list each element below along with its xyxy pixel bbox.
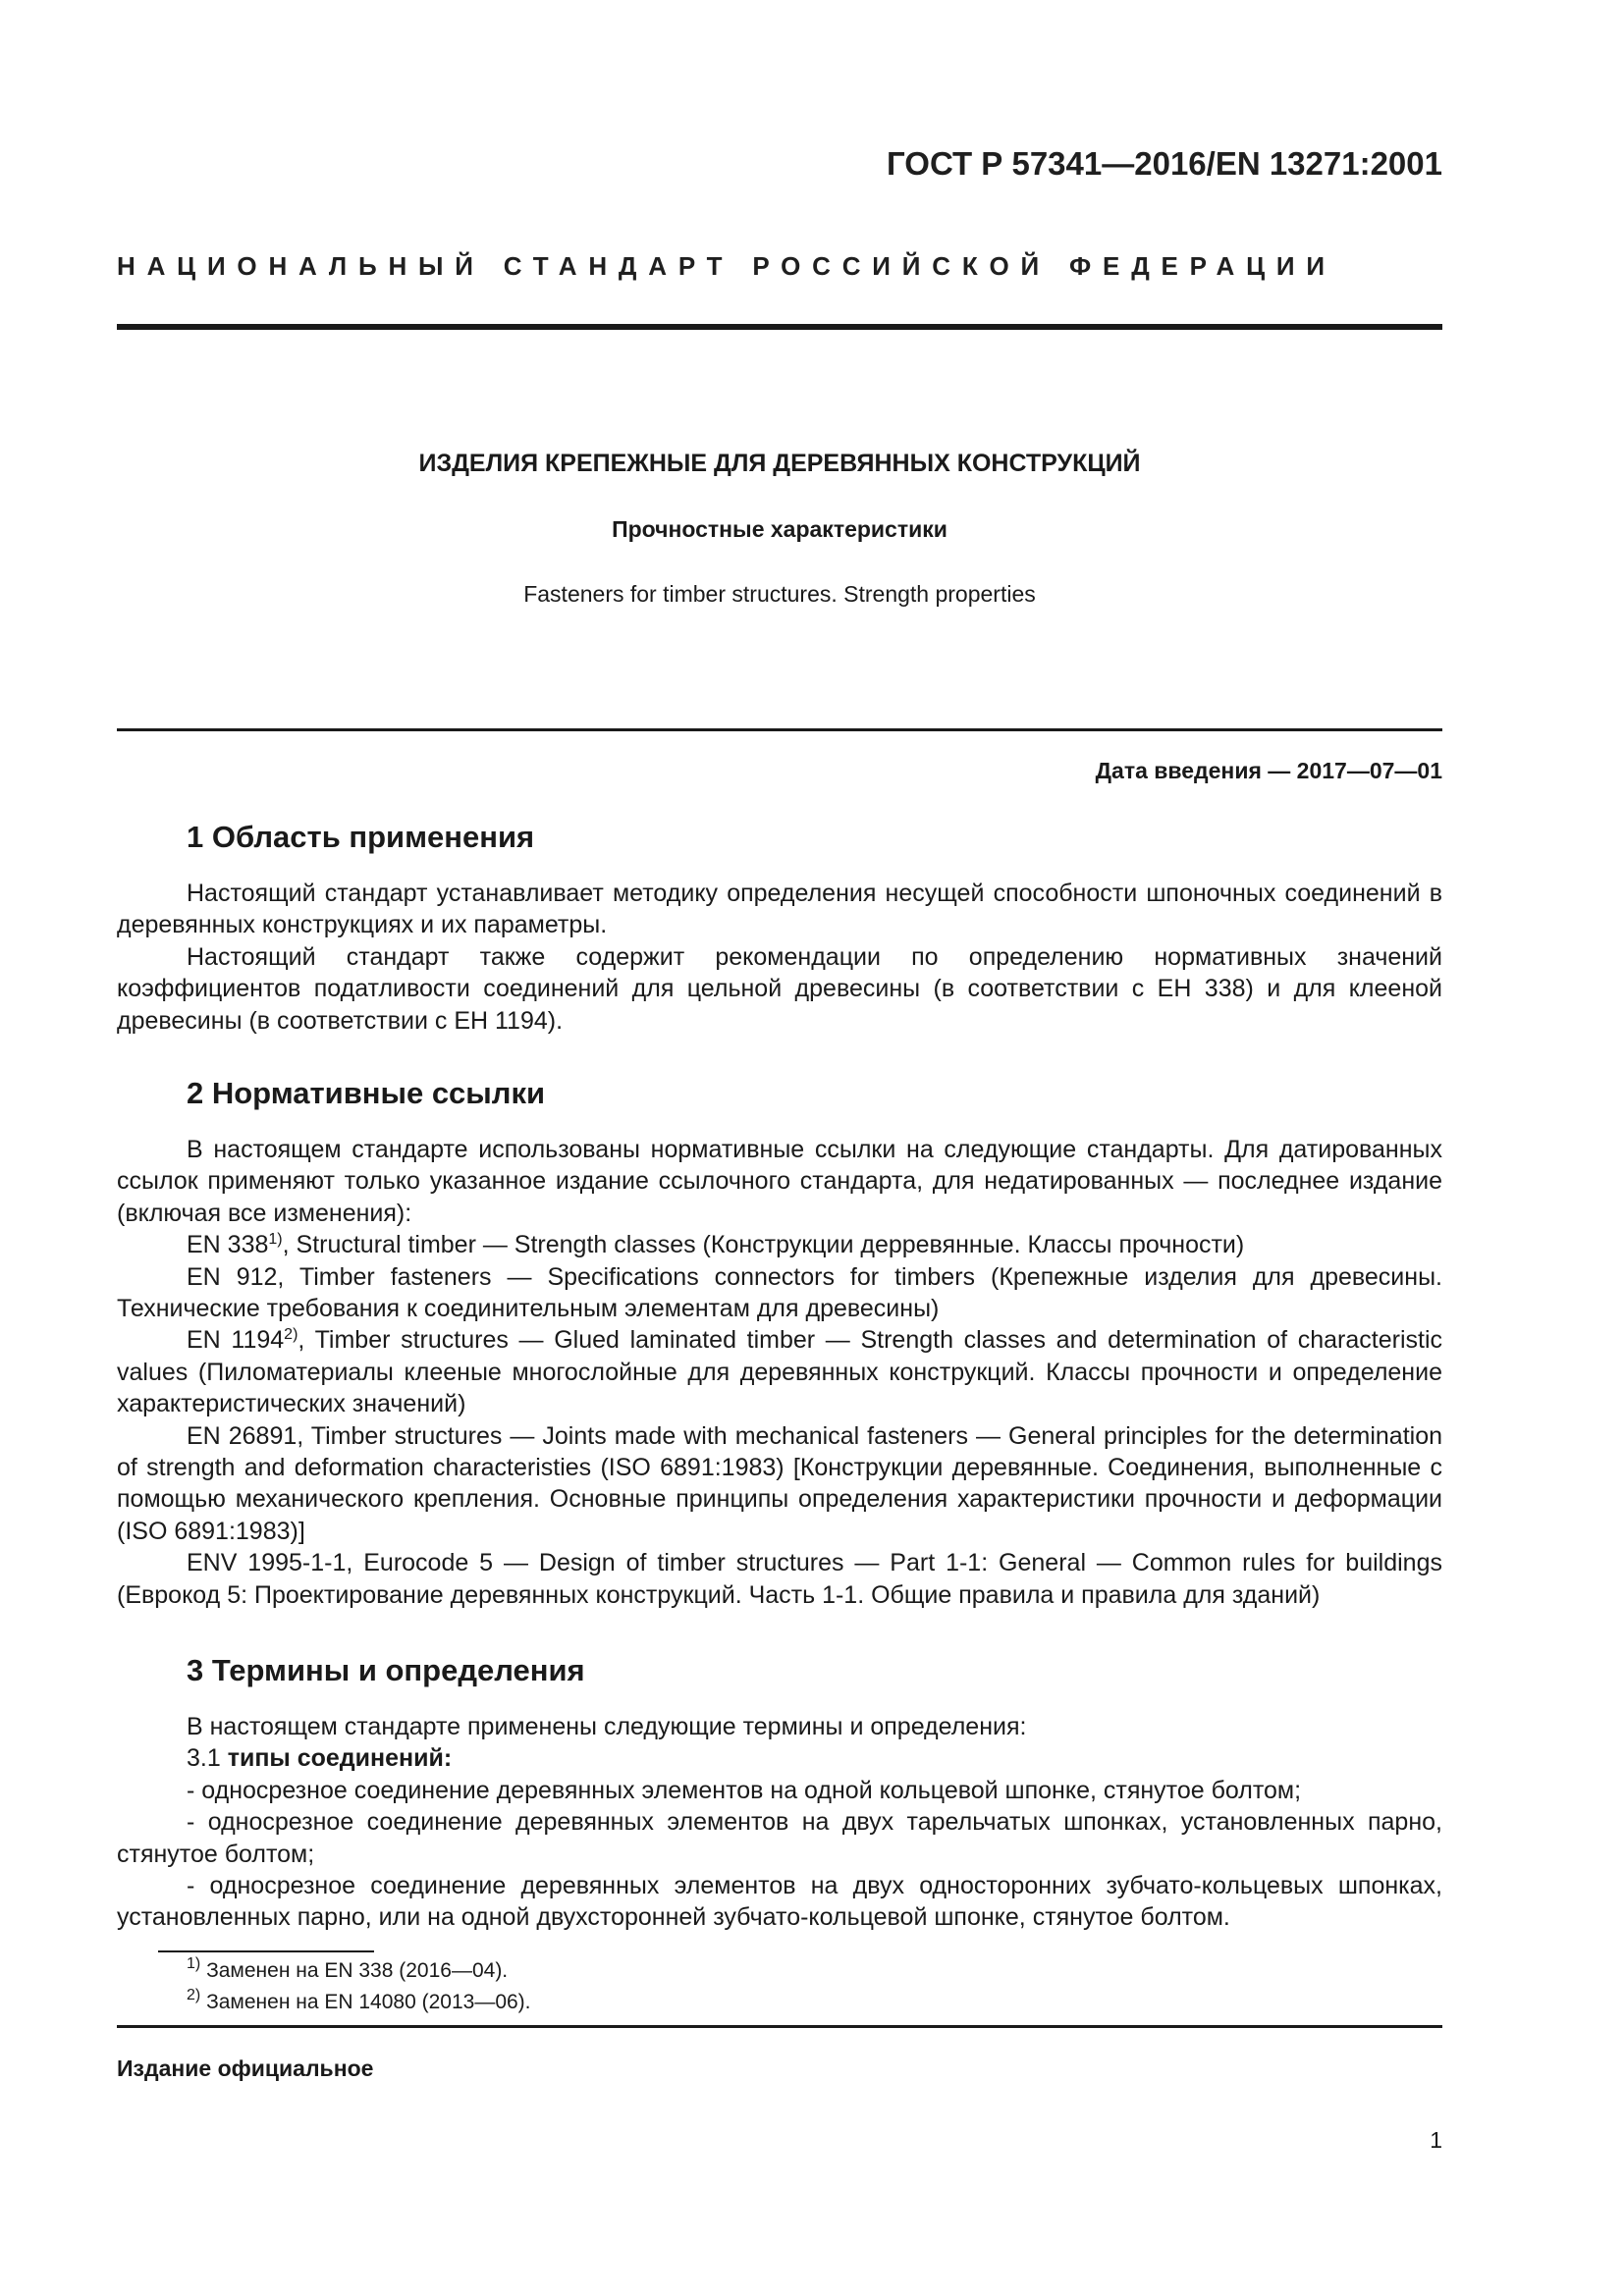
reference-item: EN 338$^{1)}$, Structural timber — Strength classes (Конструкции дерревянные. Классы прочности) [187, 1231, 1245, 1259]
document-title: ИЗДЕЛИЯ КРЕПЕЖНЫЕ ДЛЯ ДЕРЕВЯННЫХ КОНСТРУКЦИЙ [418, 450, 1141, 477]
title-rule [117, 728, 1442, 731]
section-1-body [117, 878, 1442, 1037]
document-subtitle: Прочностные характеристики [612, 516, 947, 542]
paragraph: Настоящий стандарт устанавливает методику определения несущей способности шпоночных соединений в деревянных конструкциях и их параметры. [117, 880, 1442, 939]
reference-item: EN 26891, Timber structures — Joints made with mechanical fasteners — General principles for the determination of strength and deformation characteristies (ISO 6891:1983) [Конструкции деревянные. Соединения, выполненные с помощью механического крепления. Основные принципы определения характеристики прочности и деформации (ISO 6891:1983)] [117, 1421, 1442, 1545]
paragraph: В настоящем стандарте применены следующие термины и определения: [187, 1713, 1027, 1740]
footnote-mark: 1) [187, 1955, 201, 1972]
footnote-item: $^{1)}$ Заменен на EN 338 (2016—04). [187, 1955, 509, 1982]
header-rule [117, 324, 1442, 330]
national-standard-label: НАЦИОНАЛЬНЫЙ СТАНДАРТ РОССИЙСКОЙ ФЕДЕРАЦИИ [117, 251, 1336, 281]
page-number: 1 [1430, 2127, 1442, 2153]
list-item: - односрезное соединение деревянных элементов на одной кольцевой шпонке, стянутое болтом; [187, 1776, 1302, 1804]
footer-rule [117, 2025, 1442, 2028]
footnote-mark: 2) [284, 1326, 298, 1344]
introduction-date: Дата введения — 2017—07—01 [1095, 758, 1442, 783]
paragraph: Настоящий стандарт также содержит рекомендации по определению нормативных значений коэффициентов податливости соединений для цельной древесины (в соответствии с ЕН 338) и для клееной древесины (в соответствии с ЕН 1194). [117, 942, 1442, 1035]
list-item: - односрезное соединение деревянных элементов на двух тарельчатых шпонках, установленных парно, стянутое болтом; [117, 1808, 1442, 1868]
section-3-heading: 3 Термины и определения [187, 1653, 585, 1687]
reference-item: EN 912, Timber fasteners — Specifications connectors for timbers (Крепежные изделия для древесины. Технические требования к соединительным элементам для древесины) [117, 1262, 1442, 1323]
section-2-body [117, 1134, 1442, 1611]
reference-item: EN 1194$^{2)}$, Timber structures — Glued laminated timber — Strength classes and determination of characteristic values (Пиломатериалы клееные многослойные для деревянных конструкций. Классы прочности и определение характеристических значений) [117, 1326, 1443, 1418]
paragraph: В настоящем стандарте использованы нормативные ссылки на следующие стандарты. Для датированных ссылок применяют только указанное издание ссылочного стандарта, для недатированных — последнее издание (включая все изменения): [117, 1136, 1442, 1227]
section-3-body [117, 1711, 1442, 1934]
section-2-heading: 2 Нормативные ссылки [187, 1076, 546, 1110]
document-title-english: Fasteners for timber structures. Strength properties [523, 581, 1036, 607]
footnote-item: $^{2)}$ Заменен на EN 14080 (2013—06). [187, 1987, 531, 2013]
term-definition: 3.1 типы соединений: [187, 1744, 453, 1773]
gost-code: ГОСТ Р 57341—2016/EN 13271:2001 [887, 145, 1442, 182]
footnote-mark: 1) [268, 1231, 283, 1249]
footnote-mark: 2) [187, 1987, 201, 2003]
footnotes [187, 1955, 531, 2018]
official-edition-label: Издание официальное [117, 2056, 374, 2081]
term-label: типы соединений: [227, 1744, 453, 1773]
section-1-heading: 1 Область применения [187, 820, 535, 854]
footnote-separator [158, 1950, 374, 1952]
reference-item: ENV 1995-1-1, Eurocode 5 — Design of timber structures — Part 1-1: General — Common rules for buildings (Еврокод 5: Проектирование деревянных конструкций. Часть 1-1. Общие правила и правила для зданий) [117, 1549, 1442, 1609]
list-item: - односрезное соединение деревянных элементов на двух односторонних зубчато-кольцевых шпонках, установленных парно, или на одной двухсторонней зубчато-кольцевой шпонке, стянутое болтом. [117, 1872, 1442, 1932]
